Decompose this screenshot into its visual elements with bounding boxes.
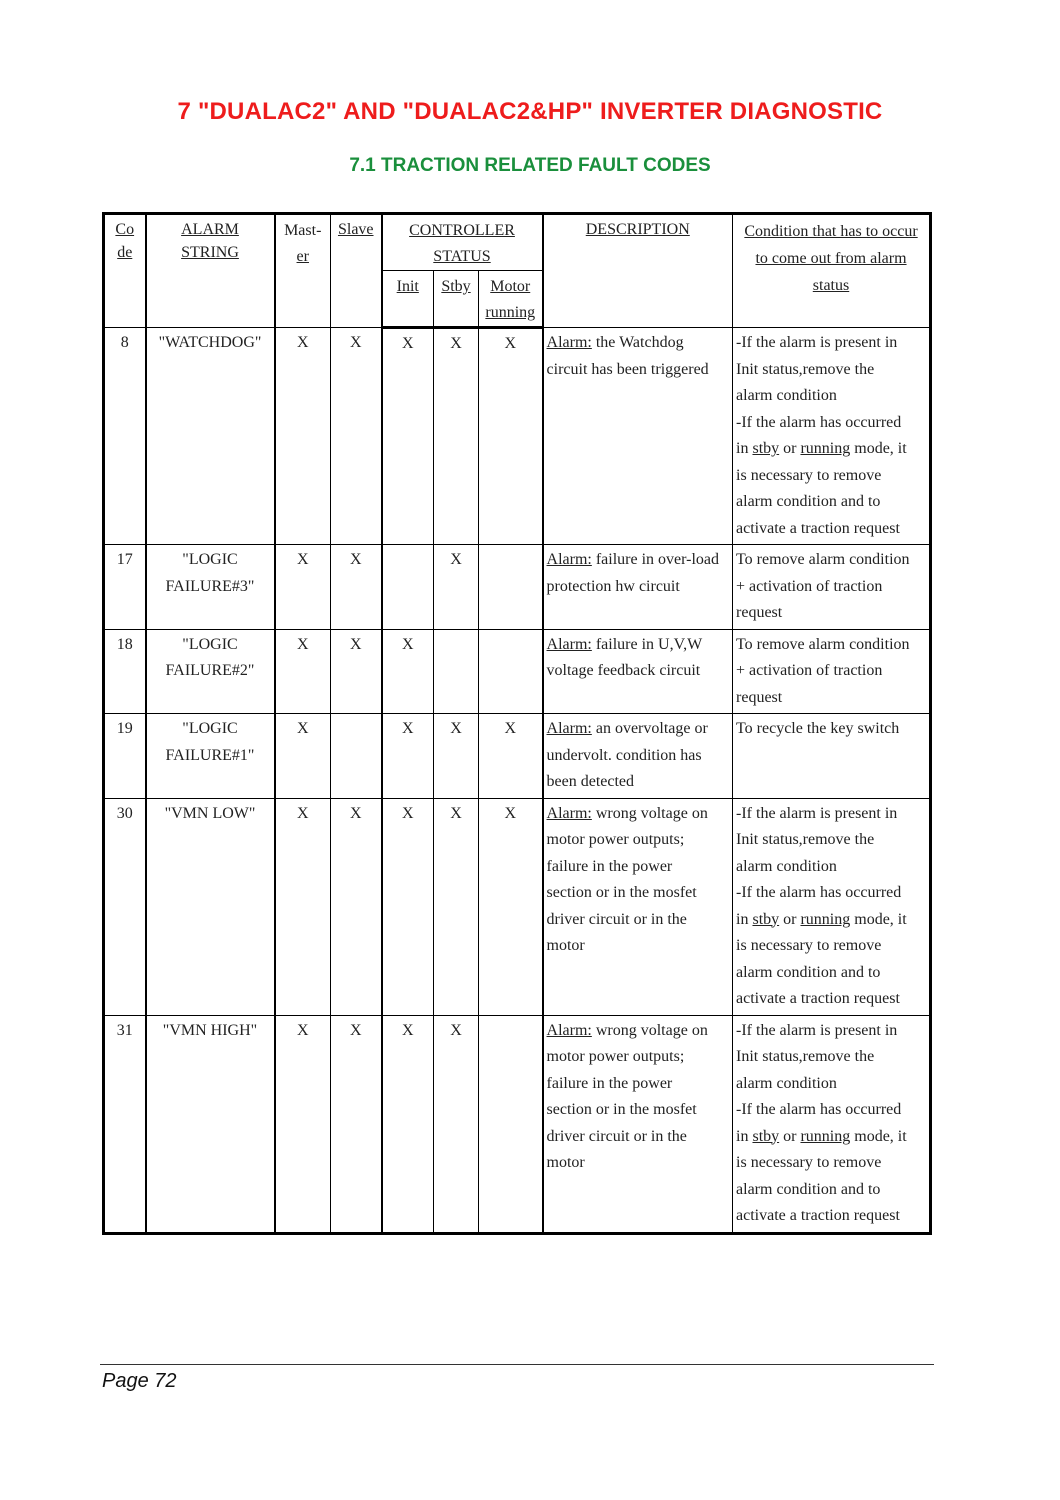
description-cell: Alarm: failure in U,V,W voltage feedback circuit bbox=[543, 629, 733, 714]
header-controller-status: CONTROLLER STATUS bbox=[382, 214, 543, 271]
init-cell: X bbox=[382, 798, 434, 1015]
master-cell: X bbox=[275, 629, 331, 714]
motor-running-cell bbox=[479, 1015, 543, 1233]
header-alarm-string: ALARM STRING bbox=[146, 214, 275, 328]
alarm-label: Alarm: bbox=[546, 1021, 592, 1039]
slave-cell bbox=[331, 714, 382, 799]
description-cell: Alarm: an overvoltage or undervolt. condition has been detected bbox=[543, 714, 733, 799]
alarm-string-cell: "VMN LOW" bbox=[146, 798, 275, 1015]
init-cell: X bbox=[382, 328, 434, 545]
slave-cell: X bbox=[331, 629, 382, 714]
header-description: DESCRIPTION bbox=[543, 214, 733, 328]
condition-cell: -If the alarm is present in Init status,remove the alarm condition -If the alarm has occurred in stby or running mode, it is necessary to remove alarm condition and to activate a traction request bbox=[733, 328, 931, 545]
init-cell: X bbox=[382, 629, 434, 714]
condition-cell: To remove alarm condition + activation of traction request bbox=[733, 545, 931, 630]
motor-running-cell bbox=[479, 545, 543, 630]
header-code: Co de bbox=[104, 214, 146, 328]
code-cell: 17 bbox=[104, 545, 146, 630]
motor-running-cell: X bbox=[479, 328, 543, 545]
slave-cell: X bbox=[331, 1015, 382, 1233]
master-cell: X bbox=[275, 328, 331, 545]
master-cell: X bbox=[275, 545, 331, 630]
stby-cell: X bbox=[434, 714, 479, 799]
condition-cell: -If the alarm is present in Init status,remove the alarm condition -If the alarm has occurred in stby or running mode, it is necessary to remove alarm condition and to activate a traction request bbox=[733, 798, 931, 1015]
alarm-string-cell: "LOGIC FAILURE#3" bbox=[146, 545, 275, 630]
alarm-string-cell: "WATCHDOG" bbox=[146, 328, 275, 545]
alarm-label: Alarm: bbox=[546, 635, 592, 653]
condition-cell: -If the alarm is present in Init status,remove the alarm condition -If the alarm has occurred in stby or running mode, it is necessary to remove alarm condition and to activate a traction request bbox=[733, 1015, 931, 1233]
code-cell: 31 bbox=[104, 1015, 146, 1233]
slave-cell: X bbox=[331, 545, 382, 630]
stby-cell: X bbox=[434, 798, 479, 1015]
description-cell: Alarm: wrong voltage on motor power outputs; failure in the power section or in the mosfet driver circuit or in the motor bbox=[543, 1015, 733, 1233]
description-cell: Alarm: wrong voltage on motor power outputs; failure in the power section or in the mosfet driver circuit or in the motor bbox=[543, 798, 733, 1015]
table-row bbox=[104, 545, 931, 630]
code-cell: 18 bbox=[104, 629, 146, 714]
master-cell: X bbox=[275, 798, 331, 1015]
code-cell: 19 bbox=[104, 714, 146, 799]
init-cell: X bbox=[382, 1015, 434, 1233]
fault-codes-table bbox=[102, 212, 932, 1235]
code-cell: 8 bbox=[104, 328, 146, 545]
slave-cell: X bbox=[331, 798, 382, 1015]
table-row bbox=[104, 798, 931, 1015]
stby-cell: X bbox=[434, 1015, 479, 1233]
alarm-label: Alarm: bbox=[546, 334, 592, 351]
slave-cell: X bbox=[331, 328, 382, 545]
alarm-label: Alarm: bbox=[546, 720, 592, 737]
alarm-string-cell: "LOGIC FAILURE#2" bbox=[146, 629, 275, 714]
table-row bbox=[104, 714, 931, 799]
table-header bbox=[104, 214, 931, 328]
section-title: 7.1 TRACTION RELATED FAULT CODES bbox=[349, 155, 711, 176]
code-cell: 30 bbox=[104, 798, 146, 1015]
table-body bbox=[104, 328, 931, 1234]
description-cell: Alarm: the Watchdog circuit has been triggered bbox=[543, 328, 733, 545]
stby-cell: X bbox=[434, 545, 479, 630]
page-title: 7 "DUALAC2" AND "DUALAC2&HP" INVERTER DIAGNOSTIC bbox=[177, 98, 883, 125]
init-cell bbox=[382, 545, 434, 630]
init-cell: X bbox=[382, 714, 434, 799]
header-motor-running: Motor running bbox=[479, 271, 543, 328]
footer-divider bbox=[100, 1364, 934, 1365]
header-init: Init bbox=[382, 271, 434, 328]
motor-running-cell: X bbox=[479, 714, 543, 799]
header-stby: Stby bbox=[434, 271, 479, 328]
condition-cell: To remove alarm condition + activation of traction request bbox=[733, 629, 931, 714]
header-slave: Slave bbox=[331, 214, 382, 328]
page-number: Page 72 bbox=[102, 1370, 177, 1392]
header-master: Mast- er bbox=[275, 214, 331, 328]
table-row bbox=[104, 328, 931, 545]
alarm-label: Alarm: bbox=[546, 551, 592, 568]
alarm-label: Alarm: bbox=[546, 804, 592, 822]
table-row bbox=[104, 1015, 931, 1233]
header-condition: Condition that has to occur to come out from alarm status bbox=[733, 214, 931, 328]
description-cell: Alarm: failure in over-load protection hw circuit bbox=[543, 545, 733, 630]
master-cell: X bbox=[275, 1015, 331, 1233]
motor-running-cell bbox=[479, 629, 543, 714]
condition-cell: To recycle the key switch bbox=[733, 714, 931, 799]
table-row bbox=[104, 629, 931, 714]
stby-cell bbox=[434, 629, 479, 714]
alarm-string-cell: "LOGIC FAILURE#1" bbox=[146, 714, 275, 799]
motor-running-cell: X bbox=[479, 798, 543, 1015]
stby-cell: X bbox=[434, 328, 479, 545]
alarm-string-cell: "VMN HIGH" bbox=[146, 1015, 275, 1233]
master-cell: X bbox=[275, 714, 331, 799]
